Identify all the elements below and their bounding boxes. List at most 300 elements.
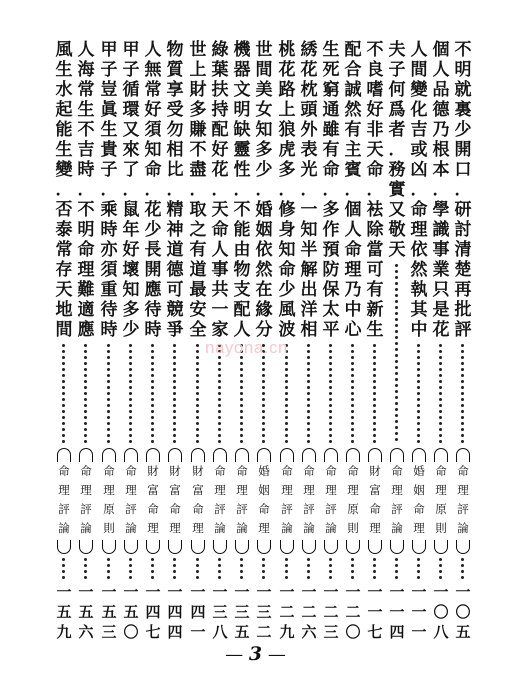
- leader-dot: [417, 428, 420, 431]
- leader-dot: [240, 392, 243, 395]
- leader-dot: [373, 374, 376, 377]
- entry-title-char: 多: [278, 160, 296, 180]
- entry-title-char: 袪: [366, 200, 384, 220]
- leader-dot: [461, 344, 464, 347]
- leader-dot: [129, 380, 132, 383]
- leader-dot: [307, 398, 310, 401]
- leader-dot: [461, 434, 464, 437]
- leader-dot: [240, 558, 243, 561]
- entry-page-digit: 二: [323, 603, 339, 621]
- leader-dot: [107, 576, 110, 579]
- leader-dot: [173, 422, 176, 425]
- entry-title-char: 變: [410, 80, 428, 100]
- leader-dot: [285, 404, 288, 407]
- entry-title-char: 是: [432, 300, 450, 320]
- leader-dot: [129, 576, 132, 579]
- entry-category-char: 論: [214, 521, 226, 535]
- leader-dot: [129, 404, 132, 407]
- leader-dot: [262, 558, 265, 561]
- entry-title-char: 知: [122, 280, 140, 300]
- toc-entry[interactable]: [98, 40, 120, 642]
- entry-title-char: 何: [388, 80, 406, 100]
- leader-dot: [129, 398, 132, 401]
- leader-dot: [329, 386, 332, 389]
- entry-category-char: 命: [325, 464, 337, 478]
- toc-entry[interactable]: [298, 40, 320, 642]
- leader-dot: [461, 422, 464, 425]
- leader-dot: [351, 344, 354, 347]
- entry-category-char: 論: [303, 521, 315, 535]
- entry-title-char: 缺: [233, 120, 251, 140]
- leader-dot: [262, 362, 265, 365]
- entry-page-digit: 〇: [123, 623, 139, 641]
- leader-dot: [196, 350, 199, 353]
- entry-page-digit: 一: [123, 583, 139, 601]
- leader-dot: [351, 416, 354, 419]
- leader-dot: [395, 276, 398, 279]
- leader-dot: [151, 356, 154, 359]
- leader-dot: [439, 362, 442, 365]
- leader-dot: [461, 362, 464, 365]
- leader-dot: [285, 558, 288, 561]
- entry-title-char: 安: [189, 300, 207, 320]
- entry-page-digit: 二: [345, 603, 361, 621]
- entry-title-char: 事: [432, 240, 450, 260]
- entry-page-digit: 〇: [433, 603, 449, 621]
- entry-category-char: 評: [457, 502, 469, 516]
- leader-dot: [196, 440, 199, 443]
- leader-dot: [240, 386, 243, 389]
- leader-dot: [262, 434, 265, 437]
- entry-title-char: 理: [410, 220, 428, 240]
- entry-title-char: 緣: [255, 300, 273, 320]
- entry-category-char: 原: [347, 502, 359, 516]
- close-paren: [191, 540, 205, 554]
- entry-category-char: 理: [258, 521, 270, 535]
- leader-dot: [218, 416, 221, 419]
- folio-number: 3: [248, 643, 263, 665]
- toc-entry[interactable]: [364, 40, 386, 642]
- leader-dot: [329, 380, 332, 383]
- leader-dot: [151, 558, 154, 561]
- leader-dot: [84, 440, 87, 443]
- leader-dot: [307, 392, 310, 395]
- leader-dot: [240, 362, 243, 365]
- leader-dot: [62, 434, 65, 437]
- leader-dot: [461, 564, 464, 567]
- entry-title-char: 長: [144, 240, 162, 260]
- leader-dot: [395, 270, 398, 273]
- entry-category-char: 評: [80, 502, 92, 516]
- leader-dot: [107, 374, 110, 377]
- leader-dot: [62, 380, 65, 383]
- leader-dot: [351, 392, 354, 395]
- leader-dot: [329, 564, 332, 567]
- leader-dot: [62, 392, 65, 395]
- leader-dot: [107, 392, 110, 395]
- entry-title-char: 德: [166, 260, 184, 280]
- leader-dot: [107, 564, 110, 567]
- leader-dot: [262, 410, 265, 413]
- leader-dot: [417, 392, 420, 395]
- entry-title-char: 乃: [344, 280, 362, 300]
- leader-dot: [151, 404, 154, 407]
- entry-title-char: 其: [410, 300, 428, 320]
- entry-title-char: 個: [432, 40, 450, 60]
- entry-title-char: 壞: [122, 260, 140, 280]
- leader-dot: [62, 576, 65, 579]
- entry-category-char: 論: [281, 521, 293, 535]
- leader-dot: [196, 380, 199, 383]
- leader-dot: [285, 428, 288, 431]
- leader-dot: [240, 422, 243, 425]
- leader-dot: [173, 386, 176, 389]
- entry-category-char: 命: [58, 464, 70, 478]
- leader-dot: [218, 570, 221, 573]
- leader-dot: [461, 410, 464, 413]
- leader-dot: [196, 362, 199, 365]
- entry-title-char: 時: [100, 220, 118, 240]
- leader-dot: [173, 368, 176, 371]
- leader-dot: [262, 570, 265, 573]
- leader-dot: [373, 386, 376, 389]
- entry-category-char: 命: [147, 502, 159, 516]
- leader-dot: [439, 570, 442, 573]
- open-paren: [456, 448, 470, 462]
- entry-title-char: 預: [322, 240, 340, 260]
- entry-title-char: 少: [454, 120, 472, 140]
- close-paren: [302, 540, 316, 554]
- entry-title-char: ．: [255, 180, 273, 200]
- entry-title-char: 共: [211, 280, 229, 300]
- leader-dot: [461, 416, 464, 419]
- toc-entry[interactable]: [53, 40, 75, 642]
- entry-title-char: 美: [255, 80, 273, 100]
- entry-title-char: 天: [366, 140, 384, 160]
- close-paren: [235, 540, 249, 554]
- entry-category-char: 財: [369, 464, 381, 478]
- leader-dot: [151, 398, 154, 401]
- entry-title-char: 扶: [211, 80, 229, 100]
- entry-title-char: 可: [166, 280, 184, 300]
- entry-category-char: 評: [58, 502, 70, 516]
- leader-dot: [329, 416, 332, 419]
- entry-category-char: 命: [347, 464, 359, 478]
- leader-dot: [285, 392, 288, 395]
- entry-title-char: 只: [432, 280, 450, 300]
- entry-category-char: 理: [103, 483, 115, 497]
- entry-title-char: 綠: [211, 40, 229, 60]
- entry-title-char: 外: [300, 120, 318, 140]
- leader-dot: [262, 422, 265, 425]
- entry-title-char: 不: [189, 140, 207, 160]
- leader-dot: [107, 422, 110, 425]
- entry-title-char: 心: [344, 320, 362, 340]
- leader-dot: [395, 558, 398, 561]
- toc-entry[interactable]: [142, 40, 164, 642]
- entry-title-char: 不: [366, 40, 384, 60]
- entry-title-char: 間: [410, 60, 428, 80]
- folio-dash-right: —: [267, 644, 286, 665]
- entry-title-char: 開: [144, 260, 162, 280]
- entry-title-char: 實: [388, 180, 406, 200]
- entry-category-char: 論: [325, 521, 337, 535]
- entry-title-char: 豈: [100, 80, 118, 100]
- leader-dot: [196, 558, 199, 561]
- toc-entry[interactable]: [430, 40, 452, 642]
- entry-title-char: ．: [77, 180, 95, 200]
- entry-category-char: 命: [258, 502, 270, 516]
- entry-category-char: 理: [58, 483, 70, 497]
- leader-dot: [351, 576, 354, 579]
- entry-title-char: 質: [166, 60, 184, 80]
- leader-dot: [417, 564, 420, 567]
- leader-dot: [373, 362, 376, 365]
- leader-dot: [373, 410, 376, 413]
- entry-title-char: 存: [55, 260, 73, 280]
- entry-page-digit: 一: [345, 583, 361, 601]
- leader-dot: [439, 434, 442, 437]
- leader-dot: [173, 344, 176, 347]
- leader-dot: [395, 372, 398, 375]
- entry-title-char: 不: [454, 40, 472, 60]
- leader-dot: [307, 410, 310, 413]
- leader-dot: [461, 356, 464, 359]
- toc-entry[interactable]: [342, 40, 364, 642]
- leader-dot: [151, 434, 154, 437]
- entry-category-char: 財: [192, 464, 204, 478]
- entry-title-char: 亦: [100, 240, 118, 260]
- leader-dot: [62, 404, 65, 407]
- leader-dot: [329, 392, 332, 395]
- leader-dot: [395, 426, 398, 429]
- leader-dot: [307, 404, 310, 407]
- leader-dot: [262, 380, 265, 383]
- leader-dot: [329, 440, 332, 443]
- open-paren: [191, 448, 205, 462]
- leader-dot: [262, 428, 265, 431]
- leader-dot: [417, 350, 420, 353]
- entry-page-digit: 三: [234, 603, 250, 621]
- entry-title-char: 無: [144, 60, 162, 80]
- entry-category-char: 論: [80, 521, 92, 535]
- entry-title-char: 命: [322, 160, 340, 180]
- leader-dot: [129, 416, 132, 419]
- entry-title-char: 風: [278, 300, 296, 320]
- leader-dot: [84, 416, 87, 419]
- entry-title-char: 有: [189, 240, 207, 260]
- leader-dot: [107, 350, 110, 353]
- open-paren: [257, 448, 271, 462]
- leader-dot: [395, 564, 398, 567]
- entry-title-char: 知: [278, 240, 296, 260]
- entry-category-char: 理: [391, 483, 403, 497]
- entry-title-char: 人: [344, 220, 362, 240]
- entry-title-char: 綉: [300, 40, 318, 60]
- leader-dot: [84, 386, 87, 389]
- entry-title-char: 虎: [278, 140, 296, 160]
- toc-entry[interactable]: [452, 40, 474, 642]
- leader-dot: [129, 428, 132, 431]
- toc-entry[interactable]: [75, 40, 97, 642]
- leader-dot: [196, 576, 199, 579]
- close-paren: [280, 540, 294, 554]
- entry-category-char: 評: [214, 502, 226, 516]
- entry-title-char: 子: [100, 60, 118, 80]
- entry-title-char: 天: [211, 200, 229, 220]
- leader-dot: [395, 282, 398, 285]
- close-paren: [368, 540, 382, 554]
- entry-title-char: 防: [322, 260, 340, 280]
- leader-dot: [84, 356, 87, 359]
- leader-dot: [196, 564, 199, 567]
- leader-dot: [107, 416, 110, 419]
- entry-title-char: 天: [55, 280, 73, 300]
- leader-dot: [439, 416, 442, 419]
- leader-dot: [417, 434, 420, 437]
- entry-category-char: 命: [369, 502, 381, 516]
- entry-category-char: 富: [192, 483, 204, 497]
- toc-entry[interactable]: [386, 40, 408, 642]
- close-paren: [124, 540, 138, 554]
- leader-dot: [218, 440, 221, 443]
- leader-dot: [329, 362, 332, 365]
- entry-page-digit: 一: [367, 603, 383, 621]
- leader-dot: [62, 422, 65, 425]
- entry-title-char: 事: [211, 260, 229, 280]
- toc-entry[interactable]: [408, 40, 430, 642]
- leader-dot: [218, 404, 221, 407]
- entry-title-char: 敬: [388, 220, 406, 240]
- leader-dot: [218, 434, 221, 437]
- entry-title-char: 競: [166, 300, 184, 320]
- entry-category-char: 命: [281, 464, 293, 478]
- leader-dot: [196, 428, 199, 431]
- open-paren: [168, 448, 182, 462]
- leader-dot: [62, 368, 65, 371]
- entry-title-char: 年: [122, 220, 140, 240]
- leader-dot: [107, 440, 110, 443]
- entry-category-char: 命: [169, 502, 181, 516]
- entry-category-char: 論: [236, 521, 248, 535]
- entry-category-char: 財: [147, 464, 159, 478]
- close-paren: [456, 540, 470, 554]
- entry-title-char: 循: [122, 80, 140, 100]
- entry-page-digit: 一: [411, 623, 427, 641]
- entry-page-digit: 四: [167, 623, 183, 641]
- leader-dot: [262, 398, 265, 401]
- close-paren: [390, 540, 404, 554]
- open-paren: [124, 448, 138, 462]
- leader-dot: [395, 294, 398, 297]
- leader-dot: [307, 380, 310, 383]
- toc-entry[interactable]: [120, 40, 142, 642]
- leader-dot: [439, 386, 442, 389]
- entry-title-char: 波: [278, 320, 296, 340]
- leader-dot: [395, 432, 398, 435]
- open-paren: [235, 448, 249, 462]
- leader-dot: [196, 570, 199, 573]
- entry-title-char: 鼠: [122, 200, 140, 220]
- entry-title-char: 新: [366, 300, 384, 320]
- entry-category-char: 理: [214, 483, 226, 497]
- leader-dot: [417, 570, 420, 573]
- leader-dot: [62, 386, 65, 389]
- entry-page-digit: 一: [323, 583, 339, 601]
- entry-title-char: 頭: [300, 100, 318, 120]
- entry-title-char: 上: [278, 100, 296, 120]
- toc-entry[interactable]: [320, 40, 342, 642]
- leader-dot: [417, 422, 420, 425]
- entry-category-char: 命: [236, 464, 248, 478]
- entry-title-char: 起: [55, 100, 73, 120]
- entry-title-char: 中: [344, 300, 362, 320]
- leader-dot: [395, 408, 398, 411]
- entry-title-char: 通: [322, 100, 340, 120]
- entry-title-char: 枕: [300, 80, 318, 100]
- entry-title-char: 在: [255, 280, 273, 300]
- leader-dot: [240, 564, 243, 567]
- leader-dot: [129, 386, 132, 389]
- entry-page-digit: 五: [78, 603, 94, 621]
- entry-category-char: 富: [147, 483, 159, 497]
- leader-dot: [417, 558, 420, 561]
- entry-title-char: 人: [77, 40, 95, 60]
- leader-dot: [395, 414, 398, 417]
- leader-dot: [129, 410, 132, 413]
- entry-title-char: 又: [122, 120, 140, 140]
- leader-dot: [107, 344, 110, 347]
- leader-dot: [395, 264, 398, 267]
- leader-dot: [307, 422, 310, 425]
- leader-dot: [439, 428, 442, 431]
- entry-title-char: 靈: [233, 140, 251, 160]
- entry-title-char: 德: [432, 100, 450, 120]
- entry-page-digit: 四: [145, 603, 161, 621]
- entry-category-char: 理: [347, 483, 359, 497]
- leader-dot: [373, 392, 376, 395]
- leader-dot: [62, 398, 65, 401]
- entry-title-char: 根: [432, 140, 450, 160]
- leader-dot: [218, 410, 221, 413]
- entry-title-char: 好: [144, 100, 162, 120]
- entry-title-char: ．: [388, 140, 406, 160]
- leader-dot: [307, 570, 310, 573]
- toc-entry[interactable]: [164, 40, 186, 642]
- leader-dot: [307, 428, 310, 431]
- entry-title-char: 個: [344, 200, 362, 220]
- entry-page-digit: 一: [234, 583, 250, 601]
- leader-dot: [351, 558, 354, 561]
- leader-dot: [129, 434, 132, 437]
- leader-dot: [307, 576, 310, 579]
- leader-dot: [173, 356, 176, 359]
- entry-title-char: 生: [100, 120, 118, 140]
- leader-dot: [395, 570, 398, 573]
- leader-dot: [196, 374, 199, 377]
- leader-dot: [373, 428, 376, 431]
- entry-page-digit: 一: [256, 583, 272, 601]
- close-paren: [412, 540, 426, 554]
- leader-dot: [351, 428, 354, 431]
- entry-title-char: 風: [55, 40, 73, 60]
- entry-title-char: 精: [166, 200, 184, 220]
- entry-title-char: 比: [166, 160, 184, 180]
- leader-dot: [151, 422, 154, 425]
- leader-dot: [196, 344, 199, 347]
- entry-page-digit: 一: [301, 583, 317, 601]
- entry-title-char: 爲: [388, 100, 406, 120]
